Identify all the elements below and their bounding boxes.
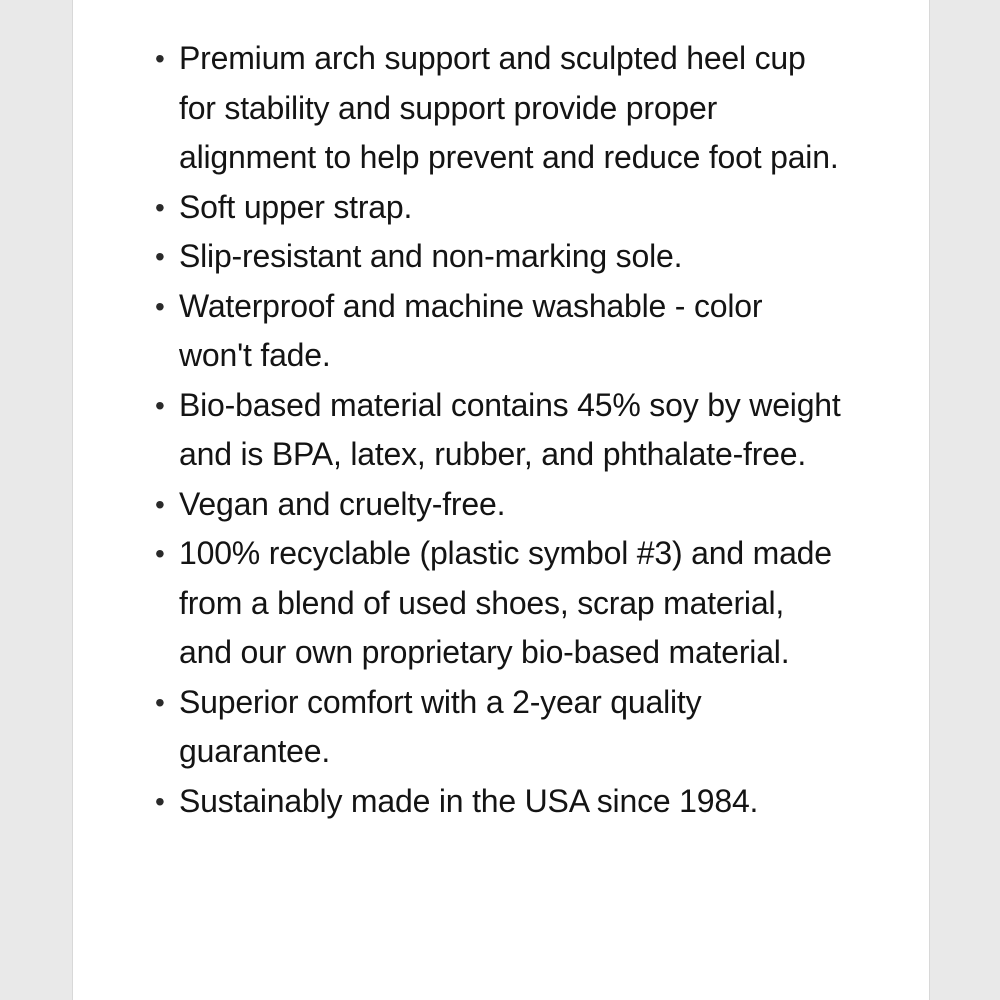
feature-text: Vegan and cruelty-free. xyxy=(179,485,506,522)
feature-item xyxy=(151,34,841,183)
bullet-icon: • xyxy=(155,191,165,223)
feature-item xyxy=(151,381,841,480)
feature-text: Soft upper strap. xyxy=(179,188,413,225)
feature-item xyxy=(151,678,841,777)
feature-text: Sustainably made in the USA since 1984. xyxy=(179,782,759,819)
feature-text: Bio-based material contains 45% soy by weight and is BPA, latex, rubber, and phthalate-free. xyxy=(179,386,841,472)
feature-text: Superior comfort with a 2-year quality guarantee. xyxy=(179,683,702,769)
feature-item xyxy=(151,183,841,233)
feature-text: 100% recyclable (plastic symbol #3) and made from a blend of used shoes, scrap material, and our own proprietary bio-based material. xyxy=(179,535,832,670)
feature-list xyxy=(151,34,841,826)
bullet-icon: • xyxy=(155,686,165,718)
bullet-icon: • xyxy=(155,43,165,74)
bullet-icon: • xyxy=(155,241,165,272)
bullet-icon: • xyxy=(155,538,165,569)
feature-item xyxy=(151,480,841,530)
feature-item xyxy=(151,777,841,827)
bullet-icon: • xyxy=(155,785,165,817)
bullet-icon: • xyxy=(155,290,165,322)
bullet-icon: • xyxy=(155,389,165,421)
feature-text: Slip-resistant and non-marking sole. xyxy=(179,238,683,274)
feature-item xyxy=(151,529,841,678)
product-description-page xyxy=(72,0,930,1000)
feature-text: Waterproof and machine washable - color won't fade. xyxy=(179,287,763,373)
feature-text: Premium arch support and sculpted heel cup for stability and support provide proper alignment to help prevent and reduce foot pain. xyxy=(179,40,839,175)
bullet-icon: • xyxy=(155,488,165,520)
feature-item xyxy=(151,282,841,381)
feature-item xyxy=(151,232,841,282)
